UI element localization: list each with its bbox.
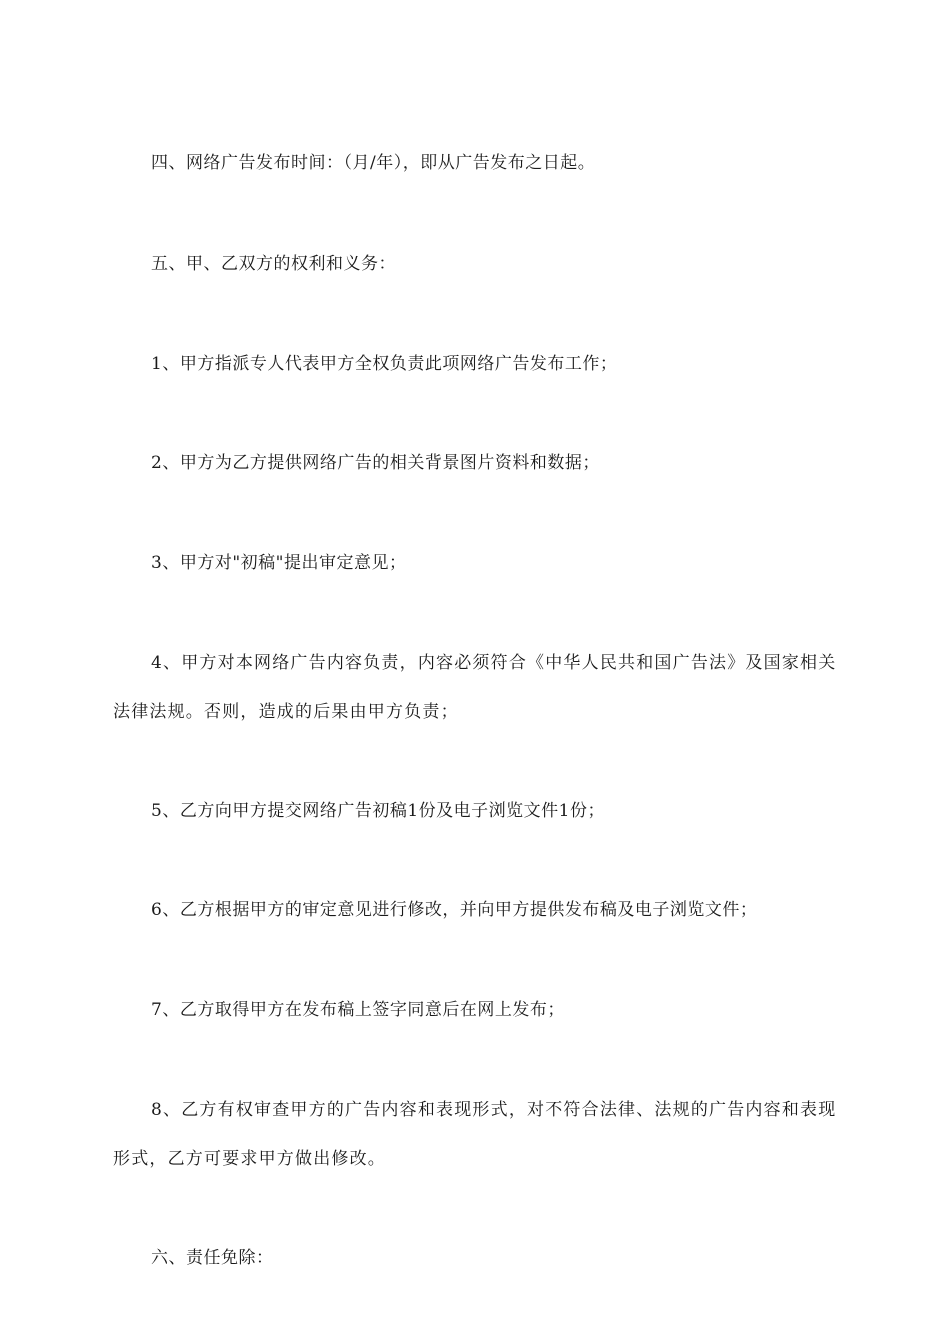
clause-5: 5、乙方向甲方提交网络广告初稿1份及电子浏览文件1份； [151,801,605,821]
clause-6: 6、乙方根据甲方的审定意见进行修改，并向甲方提供发布稿及电子浏览文件； [151,900,758,920]
clause-7: 7、乙方取得甲方在发布稿上签字同意后在网上发布； [151,1000,565,1020]
section-5-heading: 五、甲、乙双方的权利和义务： [151,254,396,274]
clause-4: 4、甲方对本网络广告内容负责，内容必须符合《中华人民共和国广告法》及国家相关法律法规。否则，造成的后果由甲方负责； [113,653,837,722]
clause-8: 8、乙方有权审查甲方的广告内容和表现形式，对不符合法律、法规的广告内容和表现形式，乙方可要求甲方做出修改。 [113,1100,837,1169]
clause-2: 2、甲方为乙方提供网络广告的相关背景图片资料和数据； [151,453,600,473]
section-4-publish-time: 四、网络广告发布时间：（月/年），即从广告发布之日起。 [151,153,596,173]
section-6-heading: 六、责任免除： [151,1248,274,1268]
clause-3: 3、甲方对"初稿"提出审定意见； [151,553,407,573]
clause-1: 1、甲方指派专人代表甲方全权负责此项网络广告发布工作； [151,354,618,374]
